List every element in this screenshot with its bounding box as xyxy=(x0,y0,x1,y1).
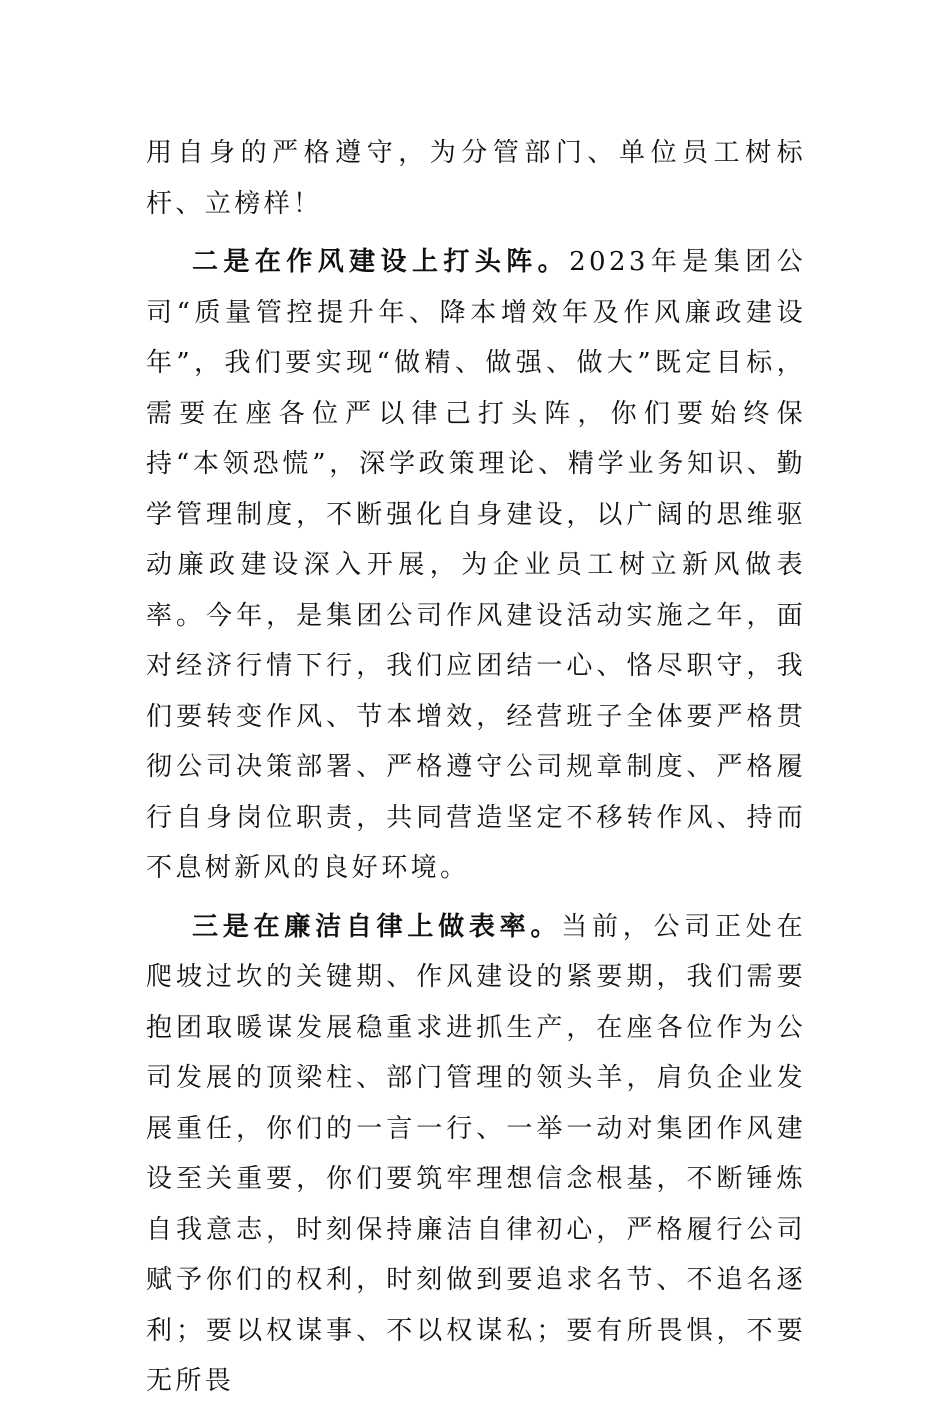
paragraph-work-style xyxy=(146,237,806,894)
paragraph-integrity xyxy=(146,902,806,1407)
paragraph-lead-heading: 二是在作风建设上打头阵。 xyxy=(192,247,570,277)
paragraph-continuation xyxy=(146,128,806,229)
paragraph-text: 2023年是集团公司“质量管控提升年、降本增效年及作风廉政建设年”，我们要实现“做精、做强、做大”既定目标，需要在座各位严以律己打头阵，你们要始终保持“本领恐慌”，深学政策理论、精学业务知识、勤学管理制度，不断强化自身建设，以广阔的思维驱动廉政建设深入开展，为企业员工树立新风做表率。今年，是集团公司作风建设活动实施之年，面对经济行情下行，我们应团结一心、恪尽职守，我们要转变作风、节本增效，经营班子全体要严格贯彻公司决策部署、严格遵守公司规章制度、严格履行自身岗位职责，共同营造坚定不移转作风、持而不息树新风的良好环境。 xyxy=(146,247,806,883)
paragraph-text: 当前，公司正处在爬坡过坎的关键期、作风建设的紧要期，我们需要抱团取暖谋发展稳重求进抓生产，在座各位作为公司发展的顶梁柱、部门管理的领头羊，肩负企业发展重任，你们的一言一行、一举一动对集团作风建设至关重要，你们要筑牢理想信念根基，不断锤炼自我意志，时刻保持廉洁自律初心，严格履行公司赋予你们的权利，时刻做到要追求名节、不追名逐利；要以权谋事、不以权谋私；要有所畏惧，不要无所畏 xyxy=(146,911,806,1396)
paragraph-lead-heading: 三是在廉洁自律上做表率。 xyxy=(192,911,562,942)
document-body xyxy=(146,128,806,1407)
paragraph-text: 用自身的严格遵守，为分管部门、单位员工树标杆、立榜样！ xyxy=(146,138,806,219)
